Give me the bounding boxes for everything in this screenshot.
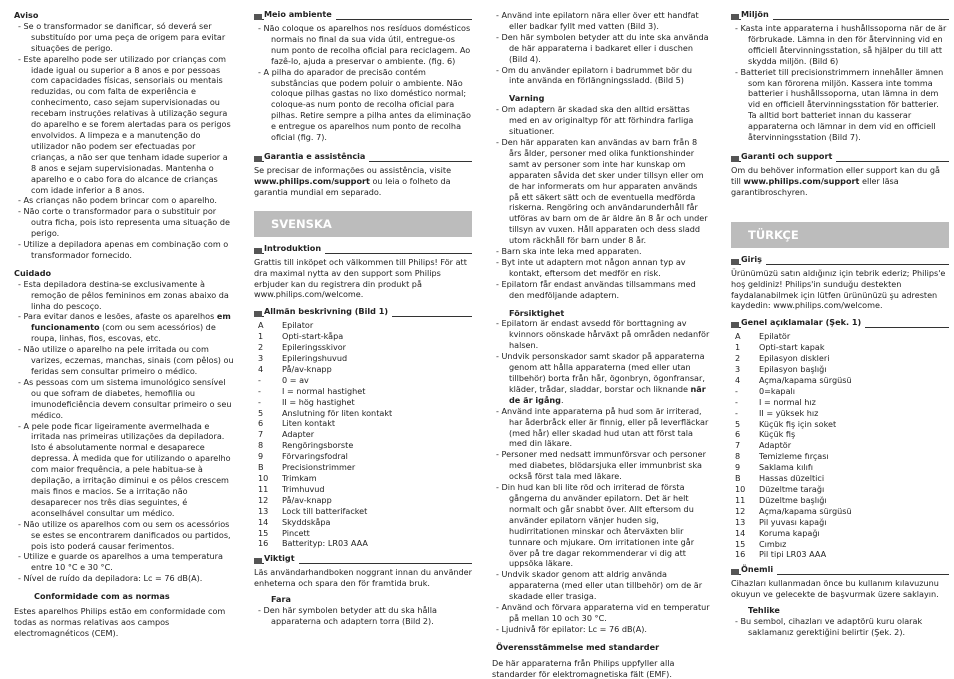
paragraph-garanti: Om du behöver information eller support kan du gå till www.philips.com/support eller läsa garantibroschyren.: [731, 164, 940, 197]
section-header-garantia: Garantia e assistência: [254, 152, 472, 163]
list-item: - Den här apparaten kan användas av barn från 8 års ålder, personer med olika funktionshinder samt av personer som inte har kunskap om apparaten såvida det sker under tillsyn eller om de har informerats om hur apparaten används på ett säkert sätt och de eventuella medförda riskerna. Rengöring och användarunderhåll får utföras av barn om de är äldre än 8 år och under tillsyn av vuxen. Håll apparaten och dess sladd utom räckhåll för barn under 8 år.: [496, 136, 708, 246]
parts-list-label: II = hög hastighet: [282, 396, 355, 407]
parts-list-label: Epileringshuvud: [282, 353, 348, 364]
parts-list-row: [254, 408, 472, 419]
list-item: - A pele pode ficar ligeiramente avermelhada e irritada nas primeiras utilizações da depiladora. Isto é absolutamente normal e desaparece depressa. À medida que for utilizando o aparelho com maior frequência, a pele habitua-se à depilação, a irritação diminui e os pêlos crescem mais finos e macios. Se a irritação não desaparecer nos três dias seguintes, é aconselhável consultar um médico.: [18, 420, 231, 518]
parts-list-key: 5: [258, 407, 264, 418]
parts-list-row: [731, 462, 949, 473]
parts-list-key: 13: [258, 505, 269, 516]
parts-list-key: 12: [258, 494, 269, 505]
list-item: - Den här symbolen betyder att du inte ska använda de här apparaterna i badkaret eller i duschen (Bild 4).: [496, 31, 709, 64]
list-item: - Batteriet till precisionstrimmern innehåller ämnen som kan förorena miljön. Kassera inte tomma batterier i hushållssoporna, utan lämna in dem vid en officiell återvinningsstation för batterier. Ta alltid bort batteriet innan du kasserar apparaterna och lämnar in dem vid en officiell återvinningsstation (Bild 7).: [735, 66, 944, 143]
heading-forsiktighet: Försiktighet: [509, 307, 565, 318]
paragraph-introduktion: Grattis till inköpet och välkommen till Philips! För att dra maximal nytta av den support som Philips erbjuder kan du registrera din produkt på www.philips.com/welcome.: [254, 256, 467, 300]
heading-tehlike: Tehlike: [748, 605, 780, 616]
parts-list-row: [731, 408, 949, 419]
parts-list-label: 0 = av: [282, 374, 309, 385]
list-item: - Não corte o transformador para o substituir por outra ficha, pois isto representa uma situação de perigo.: [18, 206, 230, 239]
list-item: - Kasta inte apparaterna i hushållssoporna när de är förbrukade. Lämna in den för återvinning vid en officiell återvinningsstation, så hjälper du till att skydda miljön. (Bild 6): [735, 23, 947, 66]
parts-list-label: Trimkam: [282, 473, 317, 483]
parts-list-row: [254, 342, 472, 353]
list-cuidado: [14, 279, 234, 584]
parts-list-label: Düzeltme tarağı: [759, 484, 825, 494]
parts-list-key: 8: [258, 440, 264, 451]
list-item: - As pessoas com um sistema imunológico sensível ou que sofram de diabetes, hemofilia ou imunodeficiência devem consultar primeiro o seu médico.: [18, 376, 232, 420]
parts-list-key: 6: [735, 429, 741, 440]
parts-list-row: [731, 419, 949, 430]
list-item: - Utilize e guarde os aparelhos a uma temperatura entre 10 °C e 30 °C.: [18, 551, 223, 573]
parts-list-row: [254, 429, 472, 440]
parts-list-key: 14: [735, 527, 746, 538]
list-item: - Undvik skador genom att aldrig använda apparaterna (med eller utan tillbehör) om de är skadade eller trasiga.: [496, 569, 703, 602]
section-header-introduktion: Introduktion: [254, 244, 472, 255]
parts-list-label: Pincett: [282, 527, 310, 538]
language-band-svenska: SVENSKA: [254, 211, 472, 237]
parts-list-label: Koruma kapağı: [759, 527, 820, 538]
parts-list-row: [254, 506, 472, 517]
paragraph-giris: Ürünümüzü satın aldığınız için tebrik ederiz; Philips'e hoş geldiniz! Philips'in sunduğu destekten faydalanabilmek için lütfen ürününüzü şu adresten kaydedin: www.philips.com/welcome.: [731, 267, 946, 311]
parts-list-row: [254, 386, 472, 397]
heading-aviso: Aviso: [14, 10, 39, 20]
list-item: - Epilatorn är endast avsedd för borttagning av kvinnors oönskade hårväxt på områden nedanför halsen.: [496, 318, 710, 351]
parts-list-row: [731, 539, 949, 550]
parts-list-row: [731, 451, 949, 462]
parts-list-label: 0=kapalı: [759, 385, 796, 396]
parts-list-row: [731, 528, 949, 539]
parts-list-label: Açma/kapama sürgüsü: [759, 374, 852, 385]
heading-conformidade: Conformidade com as normas: [34, 591, 170, 602]
parts-list-label: Hassas düzeltici: [759, 473, 825, 484]
list-item: - Não utilize os aparelhos com ou sem os acessórios se estes se encontrarem danificados ou partidos, pois isto poderá causar ferimentos.: [18, 518, 231, 551]
parts-list-label: II = yüksek hız: [759, 407, 819, 418]
parts-list-label: Açma/kapama sürgüsü: [759, 505, 852, 516]
parts-list-label: Epilator: [282, 320, 314, 331]
parts-list-row: [731, 429, 949, 440]
parts-list-label: Pil tipi LR03 AAA: [759, 549, 827, 560]
list-miljon: [731, 23, 949, 143]
parts-list-row: [731, 517, 949, 528]
list-item: - Se o transformador se danificar, só deverá ser substituído por uma peça de origem para evitar situações de perigo.: [18, 20, 226, 53]
support-link[interactable]: www.philips.com/support: [254, 175, 370, 186]
section-header-garanti: Garanti och support: [731, 152, 949, 163]
parts-list-key: -: [258, 374, 261, 385]
parts-list-row: [731, 364, 949, 375]
heading-cuidado: Cuidado: [14, 267, 52, 278]
parts-list-row: [254, 495, 472, 506]
parts-list-key: 9: [258, 451, 264, 462]
paragraph-overensstammelse: De här apparaterna från Philips uppfyller alla standarder för elektromagnetiska fält (EMF).: [492, 657, 675, 679]
list-item: - Personer med nedsatt immunförsvar och personer med diabetes, blödarsjuka eller immunbrist ska också först tala med läkare.: [496, 449, 706, 482]
list-item: - Esta depiladora destina-se exclusivamente à remoção de pêlos femininos em zonas abaixo da linha do pescoço.: [18, 278, 229, 311]
parts-list-key: 4: [735, 374, 741, 385]
list-item: - Den här symbolen betyder att du ska hålla apparaterna och adaptern torra (Bild 2).: [258, 605, 437, 626]
parts-list-key: 16: [735, 549, 746, 560]
parts-list-label: Lock till batterifacket: [282, 505, 368, 516]
parts-list-key: 2: [735, 353, 741, 364]
parts-list-row: [731, 397, 949, 408]
parts-list-key: 9: [735, 462, 741, 473]
parts-list-row: [254, 451, 472, 462]
parts-list-row: [731, 375, 949, 386]
paragraph-viktigt: Läs användarhandboken noggrant innan du använder enheterna och spara den för framtida bruk.: [254, 567, 472, 589]
parts-list-row: [254, 473, 472, 484]
parts-list-key: 15: [735, 538, 746, 549]
parts-list-key: 7: [258, 429, 264, 440]
parts-list-row: [254, 418, 472, 429]
parts-list-label: Epilasyon başlığı: [759, 364, 827, 375]
language-band-turkce: TÜRKÇE: [731, 222, 949, 248]
parts-list-row: [254, 320, 472, 331]
parts-list-key: 3: [258, 353, 264, 364]
parts-list-label: På/av-knapp: [282, 494, 332, 505]
parts-list-row: [254, 440, 472, 451]
list-item: - Bu sembol, cihazları ve adaptörü kuru olarak saklamanız gerektiğini belirtir (Şek. 2).: [735, 616, 923, 637]
parts-list-key: 11: [258, 483, 269, 494]
section-header-viktigt: Viktigt: [254, 554, 472, 565]
parts-list-label: Opti-start-kåpa: [282, 331, 344, 342]
list-item: - Om adaptern är skadad ska den alltid ersättas med en av originaltyp för att förhindra farliga situationer.: [496, 104, 694, 137]
parts-list-turkce: [731, 331, 949, 560]
heading-varning: Varning: [509, 93, 545, 104]
list-item: - Använd inte epilatorn nära eller över ett handfat eller badkar fyllt med vatten (Bild 3).: [496, 10, 699, 31]
list-item: - Använd och förvara apparaterna vid en temperatur på mellan 10 och 30 °C.: [496, 602, 710, 623]
parts-list-row: [254, 538, 472, 549]
heading-fara: Fara: [271, 594, 291, 605]
parts-list-key: 2: [258, 342, 264, 353]
list-aviso: [14, 21, 234, 261]
parts-list-label: Epilatör: [759, 331, 791, 342]
parts-list-key: -: [735, 396, 738, 407]
paragraph-onemli: Cihazları kullanmadan önce bu kullanım kılavuzunu okuyun ve gelecekte de başvurmak üzere saklayın.: [731, 578, 939, 600]
parts-list-key: -: [735, 385, 738, 396]
column-svenska-safety: [492, 10, 710, 679]
list-item: - Barn ska inte leka med apparaten.: [496, 246, 642, 257]
list-item: - Nível de ruído da depiladora: Lc = 76 dB(A).: [18, 573, 203, 584]
list-item: - Om du använder epilatorn i badrummet bör du inte använda en förlängningssladd. (Bild 5): [496, 64, 693, 86]
list-item: - Byt inte ut adaptern mot någon annan typ av kontakt, eftersom det medför en risk.: [496, 256, 686, 278]
parts-list-key: -: [258, 385, 261, 396]
list-item: - Não utilize o aparelho na pele irritada ou com varizes, eczemas, manchas, sinais (com pêlos) ou feridas sem consultar primeiro o médico.: [18, 344, 234, 376]
list-item: - Para evitar danos e lesões, afaste os aparelhos em funcionamento (com ou sem acessórios) de roupa, linhas, fios, escovas, etc.: [18, 311, 231, 344]
parts-list-label: I = normal hız: [759, 396, 816, 407]
parts-list-label: Cımbız: [759, 538, 787, 549]
column-portuguese-safety: [14, 10, 234, 639]
parts-list-row: [254, 397, 472, 408]
list-item: - Este aparelho pode ser utilizado por crianças com idade igual ou superior a 8 anos e por pessoas com capacidades físicas, sensoriais ou mentais reduzidas, ou com falta de experiência e conhecimento, caso sejam supervisionadas ou recebam instruções relativas à utilização segura do aparelho e se forem alertadas para os perigos envolvidos. A limpeza e a manutenção do utilizador não podem ser efectuadas por crianças, a não ser que tenham idade superior a 8 anos e sejam supervisionadas. Mantenha o aparelho e o cabo fora do alcance de crianças com idade inferior a 8 anos.: [18, 53, 231, 195]
parts-list-key: 5: [735, 418, 741, 429]
parts-list-key: 1: [735, 342, 741, 353]
parts-list-label: Precisionstrimmer: [282, 462, 356, 473]
parts-list-label: På/av-knapp: [282, 363, 332, 374]
parts-list-key: 10: [735, 484, 746, 494]
list-varning: [492, 104, 710, 300]
list-item: - Epilatorn får endast användas tillsammans med den medföljande adaptern.: [496, 278, 696, 300]
parts-list-label: Anslutning för liten kontakt: [282, 407, 393, 418]
list-item: - As crianças não podem brincar com o aparelho.: [18, 195, 217, 206]
section-header-giris: Giriş: [731, 255, 949, 266]
parts-list-row: [254, 462, 472, 473]
column-svenska-turkce: [731, 10, 949, 638]
parts-list-key: 16: [258, 538, 269, 549]
support-link[interactable]: www.philips.com/support: [743, 175, 860, 186]
list-item: - Undvik personskador samt skador på apparaterna genom att hålla apparaterna (med eller utan tillbehör) borta från hår, ögonbryn, ögonfransar, kläder, trådar, sladdar, borstar och liknande när de är igång.: [496, 351, 706, 405]
parts-list-label: Förvaringsfodral: [282, 451, 348, 462]
parts-list-row: [731, 473, 949, 484]
list-item: - A pilha do aparador de precisão contém substâncias que podem poluir o ambiente. Não coloque pilhas gastas no lixo doméstico normal; coloque-as num ponto de recolha oficial para pilhas. Retire sempre a pilha antes da eliminação e entregue os aparelhos num ponto de recolha oficial (fig. 7).: [258, 66, 471, 143]
parts-list-row: [731, 342, 949, 353]
parts-list-key: 12: [735, 505, 746, 516]
parts-list-row: [254, 375, 472, 386]
parts-list-label: Küçük fiş için soket: [759, 418, 837, 429]
parts-list-row: [731, 484, 949, 495]
parts-list-label: Skyddskåpa: [282, 516, 331, 527]
column-portuguese-svenska: [254, 10, 472, 627]
parts-list-row: [731, 440, 949, 451]
parts-list-row: [731, 353, 949, 364]
parts-list-row: [254, 331, 472, 342]
parts-list-key: 4: [258, 363, 264, 374]
parts-list-key: B: [735, 473, 741, 484]
parts-list-label: Düzeltme başlığı: [759, 494, 827, 505]
parts-list-key: -: [258, 396, 261, 407]
parts-list-label: Rengöringsborste: [282, 440, 354, 451]
parts-list-label: Opti-start kapak: [759, 342, 825, 353]
parts-list-label: Pil yuvası kapağı: [759, 516, 827, 527]
list-meio-ambiente: [254, 23, 472, 143]
list-top-warnings: [492, 10, 710, 86]
list-forsiktighet: [492, 318, 710, 634]
section-header-onemli: Önemli: [731, 565, 949, 576]
parts-list-row: [731, 506, 949, 517]
list-item: - Não coloque os aparelhos nos resíduos domésticos normais no final da sua vida útil, entregue-os num ponto de recolha oficial para reciclagem. Ao fazê-lo, ajuda a preservar o ambiente. (fig. 6): [258, 23, 471, 66]
section-header-meio-ambiente: Meio ambiente: [254, 10, 472, 21]
parts-list-key: 11: [735, 494, 746, 505]
parts-list-key: 14: [258, 516, 269, 527]
section-header-genel-aciklamalar: Genel açıklamalar (Şek. 1): [731, 318, 949, 329]
parts-list-label: Epileringsskivor: [282, 342, 347, 353]
paragraph-garantia: Se precisar de informações ou assistência, visite www.philips.com/support ou leia o folheto da garantia mundial em separado.: [254, 164, 452, 197]
parts-list-key: B: [258, 462, 264, 473]
parts-list-label: Temizleme fırçası: [759, 451, 829, 462]
parts-list-label: Batterityp: LR03 AAA: [282, 538, 368, 549]
list-item: - Din hud kan bli lite röd och irriterad de första gångerna du använder epilatorn. Det är helt normalt och går snabbt över. Allt eftersom du använder epilatorn vänjer huden sig, hudirritationen minskar och återväxten blir tunnare och mjukare. Om irritationen inte går över på tre dagar rekommenderar vi dig att uppsöka läkare.: [496, 482, 695, 569]
parts-list-row: [254, 517, 472, 528]
parts-list-label: Epilasyon diskleri: [759, 353, 830, 364]
parts-list-key: 6: [258, 418, 264, 429]
parts-list-row: [731, 386, 949, 397]
parts-list-label: Trimhuvud: [282, 483, 325, 494]
parts-list-key: 13: [735, 516, 746, 527]
parts-list-row: [731, 549, 949, 560]
parts-list-label: I = normal hastighet: [282, 385, 366, 396]
parts-list-row: [254, 353, 472, 364]
section-header-allman-beskrivning: Allmän beskrivning (Bild 1): [254, 307, 472, 318]
parts-list-key: 10: [258, 473, 269, 483]
list-item: - Ljudnivå för epilator: Lc = 76 dB(A).: [496, 623, 647, 634]
heading-overensstammelse: Överensstämmelse med standarder: [496, 641, 660, 652]
parts-list-label: Adapter: [282, 429, 315, 440]
section-header-miljon: Miljön: [731, 10, 949, 21]
parts-list-key: A: [258, 320, 264, 331]
paragraph-conformidade: Estes aparelhos Philips estão em conformidade com todas as normas relativas aos campos electromagnéticos (CEM).: [14, 606, 226, 638]
parts-list-row: [731, 495, 949, 506]
parts-list-key: 3: [735, 364, 741, 375]
parts-list-key: 1: [258, 331, 264, 342]
parts-list-label: Adaptör: [759, 440, 792, 451]
parts-list-row: [254, 364, 472, 375]
parts-list-key: 15: [258, 527, 269, 538]
list-item: - Utilize a depiladora apenas em combinação com o transformador fornecido.: [18, 239, 229, 260]
parts-list-row: [731, 331, 949, 342]
parts-list-row: [254, 484, 472, 495]
parts-list-key: 7: [735, 440, 741, 451]
parts-list-row: [254, 528, 472, 539]
parts-list-label: Liten kontakt: [282, 418, 336, 429]
parts-list-label: Saklama kılıfı: [759, 462, 813, 473]
parts-list-key: 8: [735, 451, 741, 462]
parts-list-svenska: [254, 320, 472, 549]
parts-list-label: Küçük fiş: [759, 429, 796, 440]
parts-list-key: -: [735, 407, 738, 418]
parts-list-key: A: [735, 331, 741, 342]
list-item: - Använd inte apparaterna på hud som är irriterad, har åderbråck eller är finnig, eller på leverfläckar (med hår) eller skadad hud utan att först tala med din läkare.: [496, 405, 709, 449]
